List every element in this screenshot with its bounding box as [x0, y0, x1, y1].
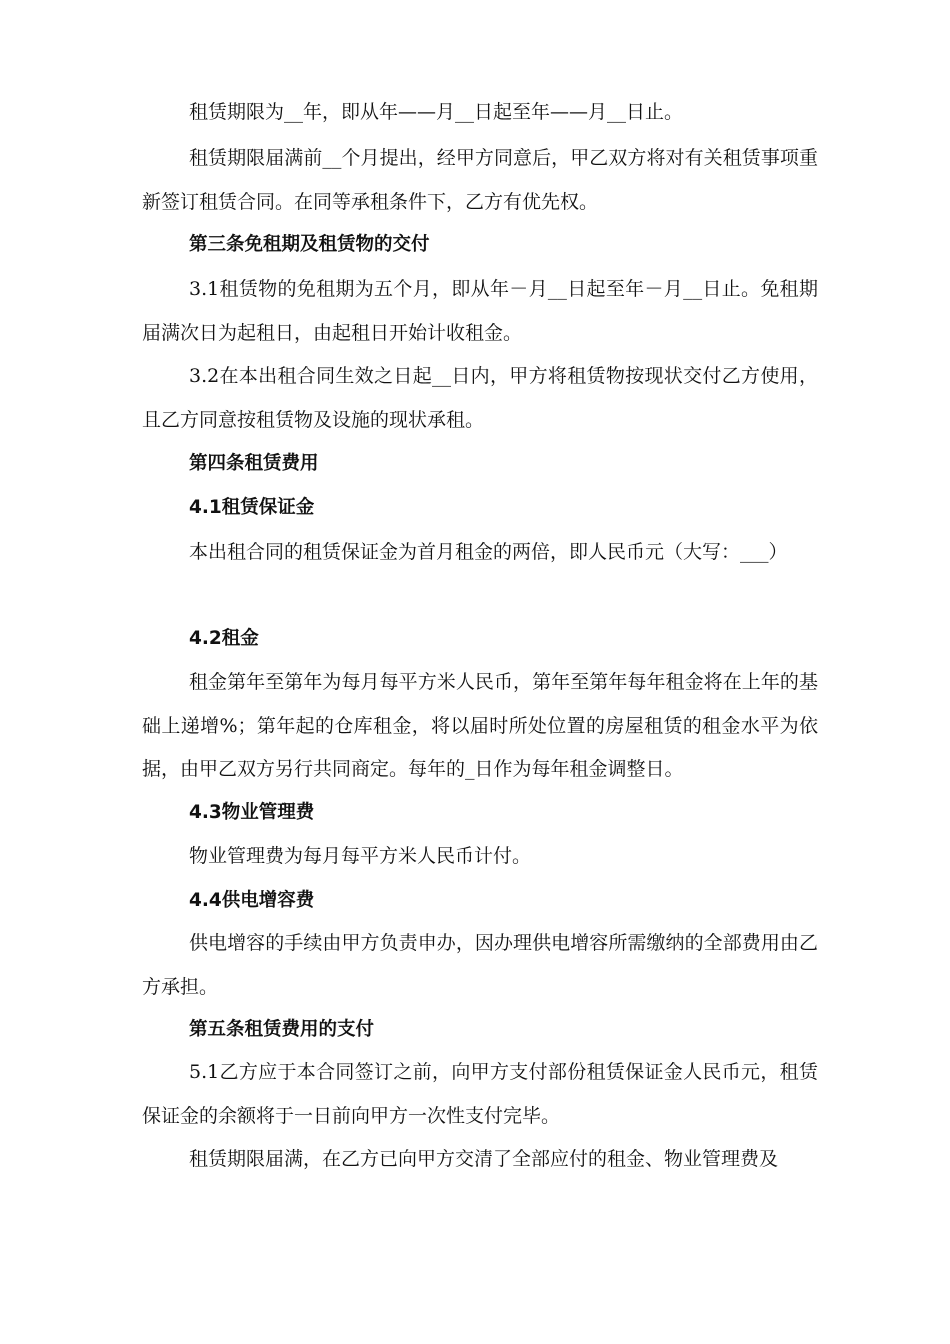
clause-4-3-heading: 4.3物业管理费 [189, 802, 315, 823]
clause-3-1-paragraph: 3.1租赁物的免租期为五个月，即从年－月__日起至年－月__日止。免租期届满次日为起租日，由起租日开始计收租金。 [142, 278, 818, 344]
deposit-paragraph: 本出租合同的租赁保证金为首月租金的两倍，即人民币元（大写：___） [189, 541, 788, 563]
renewal-paragraph: 租赁期限届满前__个月提出，经甲方同意后，甲乙双方将对有关租赁事项重新签订租赁合同。在同等承租条件下，乙方有优先权。 [142, 147, 818, 213]
clause-3-2-paragraph: 3.2在本出租合同生效之日起__日内，甲方将租赁物按现状交付乙方使用，且乙方同意按租赁物及设施的现状承租。 [142, 365, 818, 431]
clause-4-4-heading: 4.4供电增容费 [189, 890, 315, 911]
clause-4-2-heading: 4.2租金 [189, 628, 259, 649]
lease-term-paragraph: 租赁期限为__年，即从年——月__日起至年——月__日止。 [189, 101, 684, 123]
power-capacity-paragraph: 供电增容的手续由甲方负责申办，因办理供电增容所需缴纳的全部费用由乙方承担。 [142, 932, 818, 998]
article-5-heading: 第五条租赁费用的支付 [189, 1019, 375, 1040]
article-3-heading: 第三条免租期及租赁物的交付 [189, 234, 430, 255]
article-4-heading: 第四条租赁费用 [189, 453, 319, 474]
rent-paragraph: 租金第年至第年为每月每平方米人民币，第年至第年每年租金将在上年的基础上递增%；第年起的仓库租金，将以届时所处位置的房屋租赁的租金水平为依据，由甲乙双方另行共同商定。每年的_日作为每年租金调整日。 [142, 671, 818, 780]
clause-4-1-heading: 4.1租赁保证金 [189, 497, 315, 518]
lease-expiry-paragraph: 租赁期限届满，在乙方已向甲方交清了全部应付的租金、物业管理费及 [189, 1148, 779, 1170]
management-fee-paragraph: 物业管理费为每月每平方米人民币计付。 [189, 845, 532, 867]
clause-5-1-paragraph: 5.1乙方应于本合同签订之前，向甲方支付部份租赁保证金人民币元，租赁保证金的余额将于一日前向甲方一次性支付完毕。 [142, 1061, 818, 1127]
